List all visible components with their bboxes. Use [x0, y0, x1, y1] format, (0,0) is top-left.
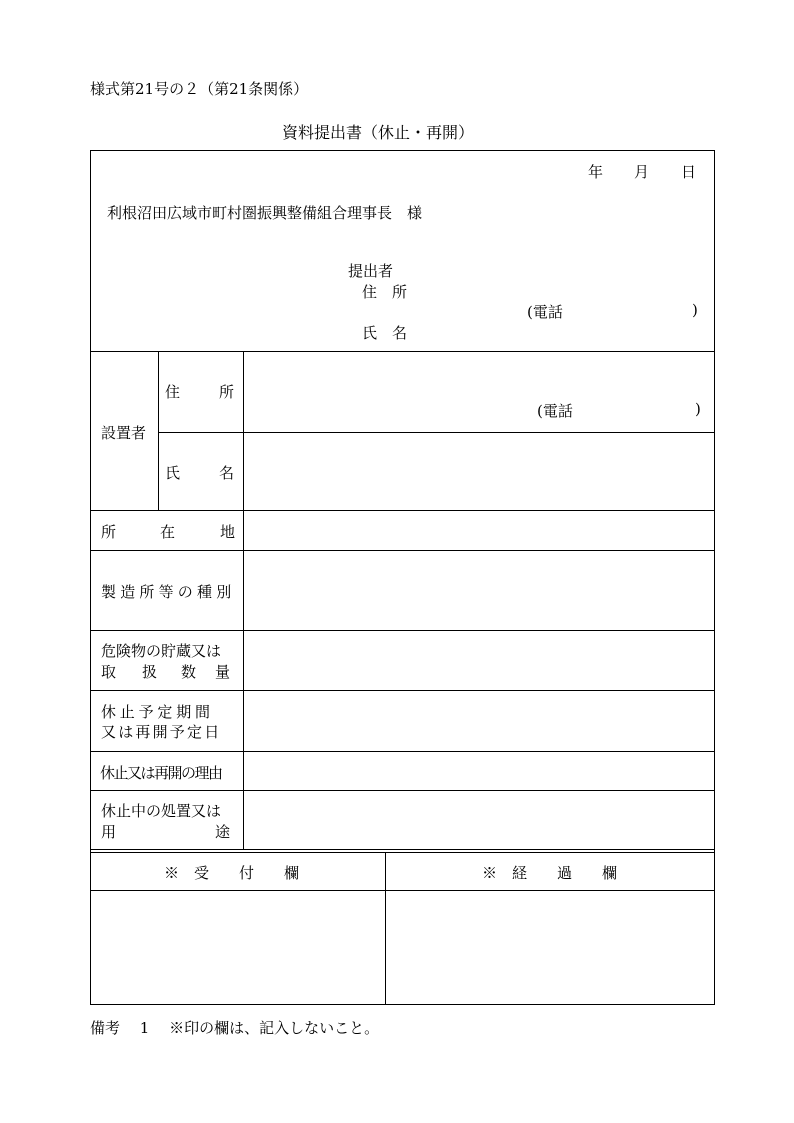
- hazmat-label-2b: 扱: [142, 663, 158, 681]
- hazmat-label-2a: 取: [101, 663, 117, 681]
- divider: [90, 351, 715, 352]
- hazmat-label-line1: 危険物の貯蔵又は: [101, 642, 222, 660]
- divider: [90, 630, 715, 631]
- reason-label: 休止又は再開の理由: [100, 764, 222, 782]
- period-field[interactable]: [246, 693, 712, 748]
- submitter-phone-close: ): [692, 301, 698, 319]
- reception-field: [93, 893, 382, 1002]
- divider: [90, 690, 715, 691]
- submitter-phone-open: (電話: [527, 303, 563, 321]
- date-month-label: 月: [634, 163, 650, 181]
- period-label-line1: 休止予定期間: [101, 703, 214, 721]
- installer-phone-close: ): [695, 400, 701, 418]
- submitter-label: 提出者: [348, 262, 394, 280]
- date-year-label: 年: [588, 163, 604, 181]
- disposal-use-field[interactable]: [246, 793, 712, 846]
- submitter-address-label: 住 所: [362, 283, 408, 301]
- form-number: 様式第21号の２（第21条関係）: [90, 80, 309, 98]
- submitter-phone-field[interactable]: [570, 300, 688, 322]
- progress-column-label: ※ 経 過 欄: [482, 864, 618, 882]
- divider: [158, 351, 159, 510]
- remarks-note: 備考 1 ※印の欄は、記入しないこと。: [90, 1019, 380, 1037]
- divider: [243, 351, 244, 849]
- reason-field[interactable]: [246, 754, 712, 787]
- addressee: 利根沼田広域市町村圏振興整備組合理事長 様: [107, 204, 423, 222]
- installer-address-field[interactable]: [246, 354, 712, 430]
- divider: [90, 890, 715, 891]
- submitter-name-label: 氏 名: [362, 324, 408, 342]
- divider: [90, 852, 715, 853]
- disposal-label-2b: 途: [215, 823, 231, 841]
- hazmat-label-2c: 数: [181, 663, 197, 681]
- facility-type-field[interactable]: [246, 553, 712, 627]
- installer-address-label-2: 所: [219, 383, 235, 401]
- divider: [385, 852, 386, 1005]
- divider: [158, 432, 715, 433]
- submitter-name-field[interactable]: [420, 320, 705, 344]
- divider: [90, 849, 715, 850]
- hazmat-label-2d: 量: [215, 663, 231, 681]
- divider: [90, 550, 715, 551]
- divider: [90, 751, 715, 752]
- divider: [90, 510, 715, 511]
- installer-address-label-1: 住: [165, 383, 181, 401]
- location-field[interactable]: [246, 513, 712, 547]
- divider: [90, 790, 715, 791]
- location-label-3: 地: [220, 523, 236, 541]
- disposal-label-2a: 用: [101, 823, 117, 841]
- progress-field: [388, 893, 712, 1002]
- installer-phone-open: (電話: [537, 402, 573, 420]
- installer-name-label-1: 氏: [165, 464, 181, 482]
- period-label-line2: 又は再開予定日: [101, 723, 222, 741]
- date-day-label: 日: [681, 163, 697, 181]
- page-title: 資料提出書（休止・再開）: [282, 123, 475, 142]
- location-label-2: 在: [160, 523, 176, 541]
- disposal-label-line1: 休止中の処置又は: [101, 802, 222, 820]
- installer-name-label-2: 名: [219, 464, 235, 482]
- installer-label: 設置者: [101, 424, 147, 442]
- reception-column-label: ※ 受 付 欄: [164, 864, 300, 882]
- submitter-address-field[interactable]: [420, 278, 705, 300]
- hazmat-quantity-field[interactable]: [246, 633, 712, 687]
- facility-type-label: 製造所等の種別: [101, 583, 236, 601]
- location-label-1: 所: [101, 523, 117, 541]
- installer-name-field[interactable]: [246, 435, 712, 507]
- date-field[interactable]: [560, 158, 710, 182]
